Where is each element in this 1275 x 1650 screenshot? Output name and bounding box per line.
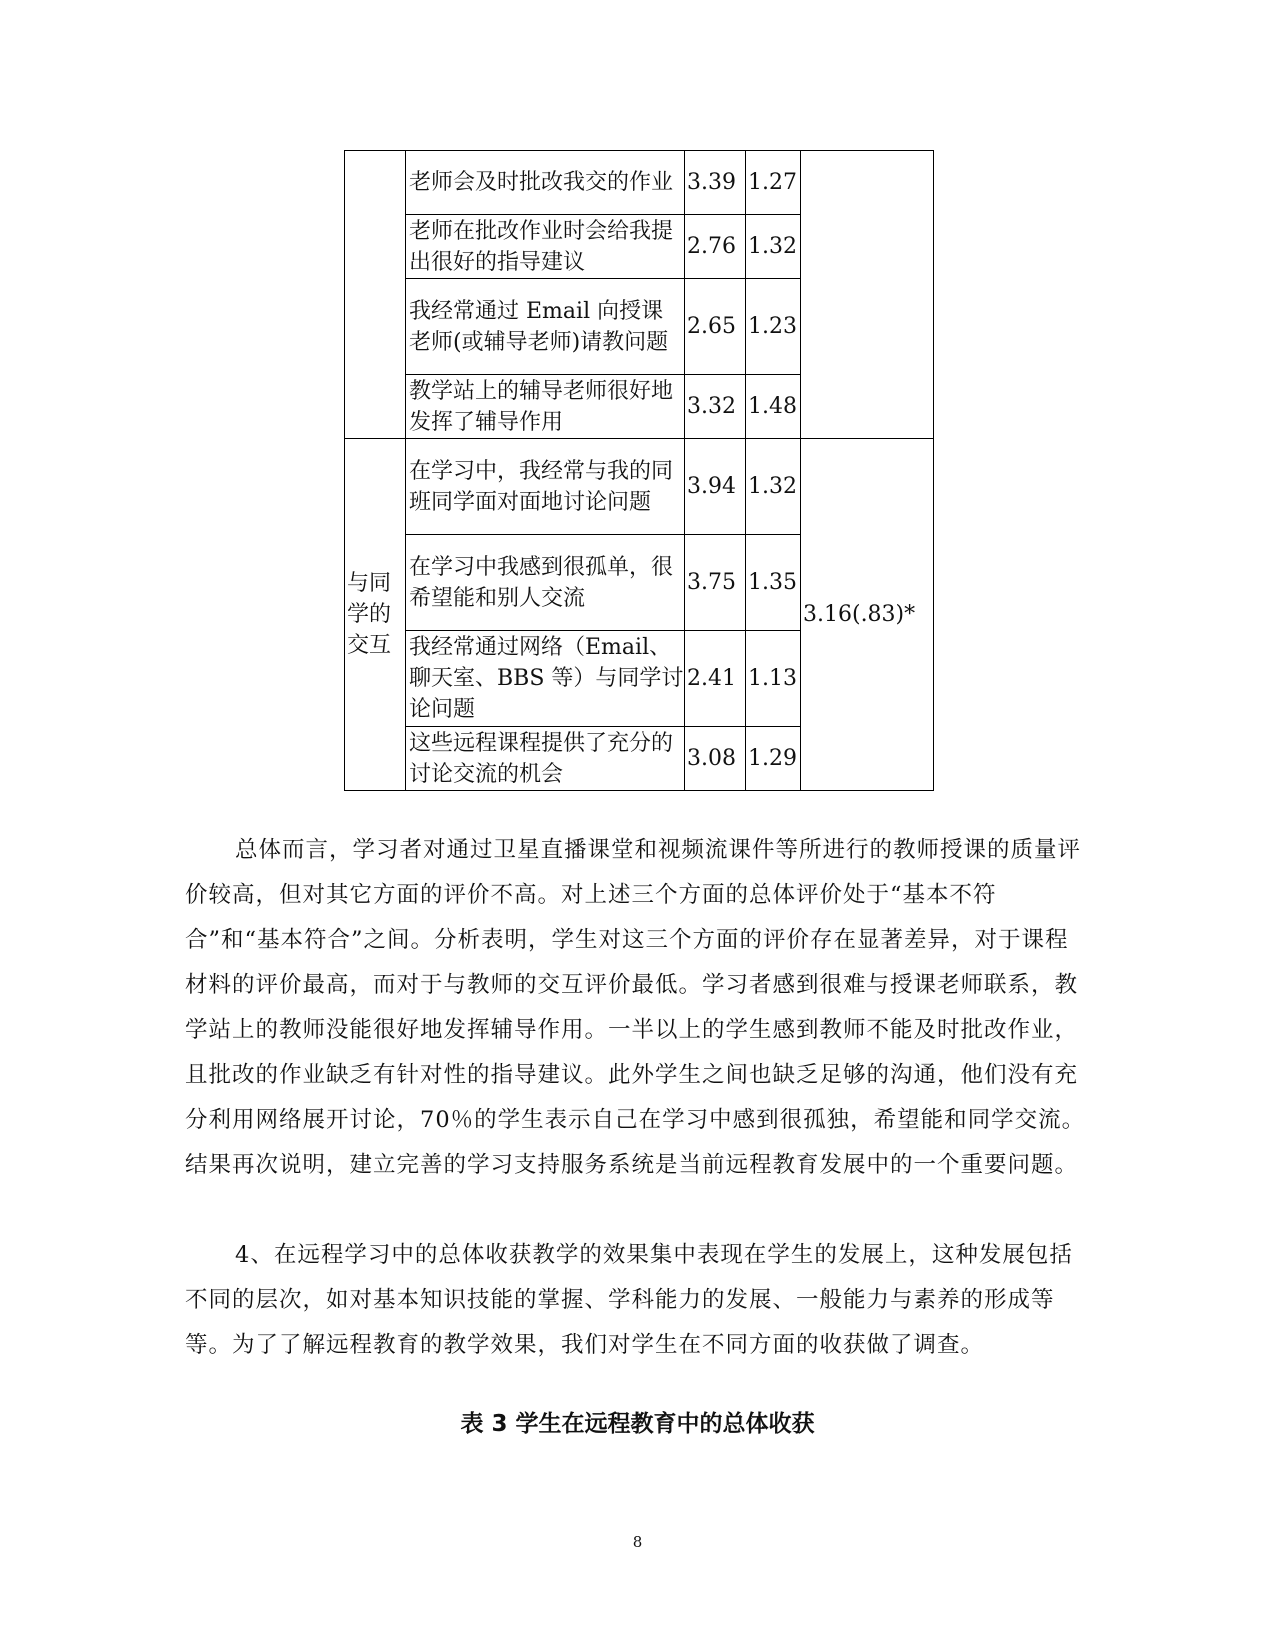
page-number: 8 <box>632 1533 643 1551</box>
sd-cell: 1.48 <box>746 375 801 439</box>
mean-cell: 3.32 <box>685 375 746 439</box>
category-cell: 与同学的交互 <box>345 439 406 791</box>
overall-cell: 3.16(.83)* <box>801 439 934 791</box>
mean-cell: 3.75 <box>685 535 746 631</box>
sd-cell: 1.32 <box>746 215 801 279</box>
item-cell: 老师在批改作业时会给我提出很好的指导建议 <box>406 215 685 279</box>
sd-cell: 1.32 <box>746 439 801 535</box>
table-row <box>345 151 934 215</box>
mean-cell: 2.41 <box>685 631 746 727</box>
table-row <box>345 439 934 535</box>
mean-cell: 3.94 <box>685 439 746 535</box>
item-cell: 教学站上的辅导老师很好地发挥了辅导作用 <box>406 375 685 439</box>
sd-cell: 1.27 <box>746 151 801 215</box>
sd-cell: 1.13 <box>746 631 801 727</box>
survey-table <box>344 150 934 791</box>
item-cell: 这些远程课程提供了充分的讨论交流的机会 <box>406 727 685 791</box>
mean-cell: 2.65 <box>685 279 746 375</box>
sd-cell: 1.23 <box>746 279 801 375</box>
category-cell-empty <box>345 151 406 439</box>
mean-cell: 3.08 <box>685 727 746 791</box>
item-cell: 我经常通过网络（Email、聊天室、BBS 等）与同学讨论问题 <box>406 631 685 727</box>
item-cell: 在学习中我感到很孤单，很希望能和别人交流 <box>406 535 685 631</box>
sd-cell: 1.29 <box>746 727 801 791</box>
item-cell: 在学习中，我经常与我的同班同学面对面地讨论问题 <box>406 439 685 535</box>
mean-cell: 2.76 <box>685 215 746 279</box>
item-cell: 老师会及时批改我交的作业 <box>406 151 685 215</box>
sd-cell: 1.35 <box>746 535 801 631</box>
body-paragraph-summary: 总体而言，学习者对通过卫星直播课堂和视频流课件等所进行的教师授课的质量评价较高，但对其它方面的评价不高。对上述三个方面的总体评价处于“基本不符合”和“基本符合”之间。分析表明，学生对这三个方面的评价存在显著差异，对于课程材料的评价最高，而对于与教师的交互评价最低。学习者感到很难与授课老师联系，教学站上的教师没能很好地发挥辅导作用。一半以上的学生感到教师不能及时批改作业，且批改的作业缺乏有针对性的指导建议。此外学生之间也缺乏足够的沟通，他们没有充分利用网络展开讨论，70％的学生表示自己在学习中感到很孤独，希望能和同学交流。结果再次说明，建立完善的学习支持服务系统是当前远程教育发展中的一个重要问题。 <box>185 837 1086 1178</box>
item-cell: 我经常通过 Email 向授课老师(或辅导老师)请教问题 <box>406 279 685 375</box>
overall-cell-empty <box>801 151 934 439</box>
body-paragraph-gains: 4、在远程学习中的总体收获教学的效果集中表现在学生的发展上，这种发展包括不同的层次，如对基本知识技能的掌握、学科能力的发展、一般能力与素养的形成等等。为了了解远程教育的教学效果，我们对学生在不同方面的收获做了调查。 <box>185 1242 1073 1358</box>
mean-cell: 3.39 <box>685 151 746 215</box>
table-caption: 表 3 学生在远程教育中的总体收获 <box>460 1411 815 1437</box>
